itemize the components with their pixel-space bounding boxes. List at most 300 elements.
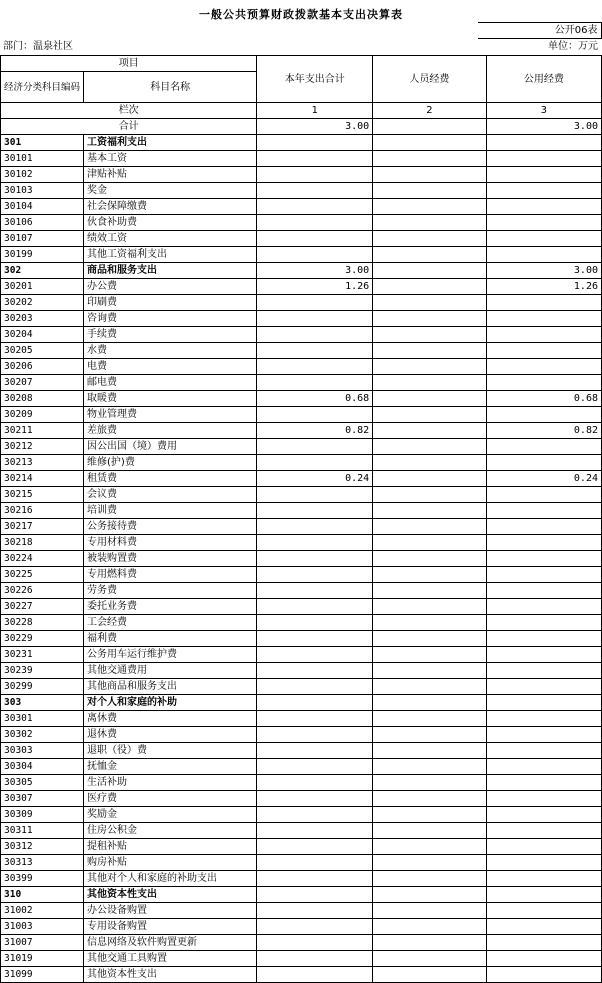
row-personnel-value [373,807,487,823]
row-personnel-value [373,343,487,359]
row-public-value [486,935,601,951]
row-subject-name: 离休费 [84,711,257,727]
row-subject-name: 电费 [84,359,257,375]
row-personnel-value [373,887,487,903]
row-public-value: 0.24 [486,471,601,487]
row-personnel-value [373,407,487,423]
row-public-value [486,695,601,711]
table-row [1,711,602,727]
table-row [1,487,602,503]
table-row [1,215,602,231]
row-personnel-value [373,631,487,647]
row-personnel-value [373,823,487,839]
table-row [1,935,602,951]
table-row [1,743,602,759]
form-number: 公开06表 [478,23,601,39]
row-code: 30307 [1,791,84,807]
row-total-value [257,327,373,343]
table-row [1,535,602,551]
row-public-value [486,455,601,471]
row-code: 30207 [1,375,84,391]
row-total-value [257,215,373,231]
row-total-value [257,455,373,471]
row-public-value [486,151,601,167]
header-personnel-expenses: 人员经费 [373,56,487,103]
row-code: 30102 [1,167,84,183]
row-total-value [257,727,373,743]
row-total-value [257,503,373,519]
row-code: 302 [1,263,84,279]
row-total-value [257,247,373,263]
row-personnel-value [373,615,487,631]
row-subject-name: 公务接待费 [84,519,257,535]
row-personnel-value [373,487,487,503]
row-public-value [486,407,601,423]
row-subject-name: 被装购置费 [84,551,257,567]
table-row [1,359,602,375]
table-row [1,151,602,167]
blank-cell [0,23,478,39]
row-total-value [257,551,373,567]
header-project: 项目 [1,56,257,72]
table-row [1,759,602,775]
table-row [1,327,602,343]
row-code: 30309 [1,807,84,823]
row-code: 31099 [1,967,84,983]
row-total-value: 1.26 [257,279,373,295]
row-subject-name: 奖励金 [84,807,257,823]
row-personnel-value [373,359,487,375]
table-row [1,871,602,887]
row-public-value [486,727,601,743]
row-subject-name: 伙食补助费 [84,215,257,231]
row-total-value [257,839,373,855]
row-public-value [486,551,601,567]
table-row [1,727,602,743]
table-row [1,423,602,439]
row-personnel-value [373,439,487,455]
row-total-value: 3.00 [257,263,373,279]
row-subject-name: 租赁费 [84,471,257,487]
table-row [1,887,602,903]
row-code: 30302 [1,727,84,743]
total-label: 合计 [1,119,257,135]
row-code: 30202 [1,295,84,311]
row-personnel-value [373,743,487,759]
row-total-value [257,375,373,391]
row-total-value [257,135,373,151]
row-code: 30107 [1,231,84,247]
table-row [1,599,602,615]
row-public-value [486,167,601,183]
table-row [1,295,602,311]
row-public-value [486,775,601,791]
table-row [1,855,602,871]
row-total-value [257,679,373,695]
row-subject-name: 其他交通工具购置 [84,951,257,967]
row-personnel-value [373,215,487,231]
row-personnel-value [373,423,487,439]
table-row [1,167,602,183]
table-row [1,839,602,855]
row-subject-name: 咨询费 [84,311,257,327]
table-row [1,695,602,711]
row-personnel-value [373,263,487,279]
row-personnel-value [373,519,487,535]
row-subject-name: 社会保障缴费 [84,199,257,215]
table-row [1,647,602,663]
row-total-value [257,151,373,167]
row-public-value: 3.00 [486,263,601,279]
row-public-value [486,215,601,231]
row-subject-name: 生活补助 [84,775,257,791]
row-subject-name: 信息网络及软件购置更新 [84,935,257,951]
row-code: 31003 [1,919,84,935]
row-personnel-value [373,791,487,807]
table-row [1,135,602,151]
row-total-value: 0.82 [257,423,373,439]
row-code: 31007 [1,935,84,951]
row-total-value [257,519,373,535]
row-subject-name: 取暖费 [84,391,257,407]
row-personnel-value [373,967,487,983]
row-code: 30215 [1,487,84,503]
row-total-value [257,807,373,823]
row-total-value [257,631,373,647]
row-total-value [257,663,373,679]
row-subject-name: 基本工资 [84,151,257,167]
row-code: 30218 [1,535,84,551]
row-code: 30313 [1,855,84,871]
row-total-value [257,183,373,199]
row-total-value [257,167,373,183]
row-personnel-value [373,871,487,887]
row-code: 30101 [1,151,84,167]
row-subject-name: 绩效工资 [84,231,257,247]
row-subject-name: 对个人和家庭的补助 [84,695,257,711]
row-subject-name: 其他交通费用 [84,663,257,679]
table-row [1,183,602,199]
row-total-value: 0.68 [257,391,373,407]
line-number-3: 3 [486,103,601,119]
row-total-value [257,743,373,759]
row-personnel-value [373,231,487,247]
row-total-value [257,711,373,727]
header-total-expenditure: 本年支出合计 [257,56,373,103]
row-code: 30239 [1,663,84,679]
expenditure-table [0,55,602,983]
row-public-value [486,439,601,455]
row-personnel-value [373,583,487,599]
row-personnel-value [373,567,487,583]
row-subject-name: 专用燃料费 [84,567,257,583]
row-subject-name: 差旅费 [84,423,257,439]
row-subject-name: 其他资本性支出 [84,887,257,903]
row-public-value [486,967,601,983]
table-row [1,391,602,407]
row-personnel-value [373,199,487,215]
row-subject-name: 会议费 [84,487,257,503]
row-total-value [257,599,373,615]
row-public-value [486,679,601,695]
row-public-value: 0.82 [486,423,601,439]
row-subject-name: 劳务费 [84,583,257,599]
row-personnel-value [373,727,487,743]
row-total-value [257,343,373,359]
table-row [1,519,602,535]
row-public-value [486,327,601,343]
row-code: 30229 [1,631,84,647]
row-total-value [257,791,373,807]
row-personnel-value [373,935,487,951]
row-public-value: 0.68 [486,391,601,407]
row-code: 31019 [1,951,84,967]
row-total-value [257,759,373,775]
row-subject-name: 其他对个人和家庭的补助支出 [84,871,257,887]
row-subject-name: 维修(护)费 [84,455,257,471]
table-row [1,807,602,823]
row-total-value [257,647,373,663]
row-total-value [257,775,373,791]
table-row [1,343,602,359]
table-row [1,631,602,647]
row-code: 30226 [1,583,84,599]
row-public-value [486,823,601,839]
row-total-value [257,295,373,311]
row-total-value [257,903,373,919]
row-subject-name: 培训费 [84,503,257,519]
table-row [1,199,602,215]
row-code: 303 [1,695,84,711]
row-public-value [486,871,601,887]
row-total-value [257,855,373,871]
row-personnel-value [373,711,487,727]
table-row [1,583,602,599]
row-total-value [257,231,373,247]
row-personnel-value [373,647,487,663]
row-public-value [486,231,601,247]
row-personnel-value [373,167,487,183]
table-row [1,247,602,263]
line-number-2: 2 [373,103,487,119]
row-personnel-value [373,503,487,519]
table-row [1,455,602,471]
row-public-value [486,663,601,679]
row-personnel-value [373,551,487,567]
row-public-value [486,567,601,583]
row-total-value [257,359,373,375]
row-total-value [257,967,373,983]
line-number-label: 栏次 [1,103,257,119]
row-personnel-value [373,375,487,391]
row-subject-name: 专用材料费 [84,535,257,551]
meta-row [0,39,601,54]
unit-label: 单位：万元 [548,41,598,52]
table-row [1,503,602,519]
form-number-row [0,22,602,39]
row-personnel-value [373,471,487,487]
row-public-value [486,487,601,503]
row-subject-name: 商品和服务支出 [84,263,257,279]
row-public-value [486,759,601,775]
row-public-value [486,887,601,903]
row-subject-name: 住房公积金 [84,823,257,839]
row-subject-name: 因公出国（境）费用 [84,439,257,455]
table-row [1,231,602,247]
row-subject-name: 退职（役）费 [84,743,257,759]
row-public-value [486,615,601,631]
row-total-value [257,199,373,215]
table-row [1,311,602,327]
row-subject-name: 办公费 [84,279,257,295]
row-public-value [486,311,601,327]
row-total-value [257,951,373,967]
row-personnel-value [373,455,487,471]
table-row [1,919,602,935]
row-personnel-value [373,775,487,791]
row-total-value [257,487,373,503]
table-row [1,791,602,807]
report-title: 一般公共预算财政拨款基本支出决算表 [199,8,403,21]
table-row [1,663,602,679]
row-subject-name: 手续费 [84,327,257,343]
row-public-value [486,839,601,855]
row-subject-name: 提租补贴 [84,839,257,855]
row-code: 30227 [1,599,84,615]
row-total-value [257,695,373,711]
row-subject-name: 水费 [84,343,257,359]
row-code: 30299 [1,679,84,695]
table-row [1,471,602,487]
row-personnel-value [373,279,487,295]
row-subject-name: 退休费 [84,727,257,743]
row-total-value [257,311,373,327]
row-public-value [486,519,601,535]
row-personnel-value [373,839,487,855]
row-personnel-value [373,695,487,711]
row-subject-name: 专用设备购置 [84,919,257,935]
row-total-value [257,583,373,599]
row-subject-name: 办公设备购置 [84,903,257,919]
table-row [1,263,602,279]
department-label: 部门：温泉社区 [3,41,73,52]
row-public-value [486,359,601,375]
table-row [1,375,602,391]
row-total-value [257,407,373,423]
row-subject-name: 印刷费 [84,295,257,311]
table-row [1,775,602,791]
row-code: 30301 [1,711,84,727]
table-row [1,967,602,983]
row-subject-name: 工资福利支出 [84,135,257,151]
row-personnel-value [373,903,487,919]
row-code: 30106 [1,215,84,231]
row-personnel-value [373,599,487,615]
row-code: 30214 [1,471,84,487]
row-code: 30201 [1,279,84,295]
row-public-value [486,903,601,919]
table-row [1,823,602,839]
row-subject-name: 抚恤金 [84,759,257,775]
row-total-value [257,935,373,951]
row-total-value: 0.24 [257,471,373,487]
row-public-value [486,199,601,215]
row-personnel-value [373,391,487,407]
row-public-value [486,343,601,359]
row-personnel-value [373,535,487,551]
row-total-value [257,535,373,551]
table-row [1,439,602,455]
row-code: 30217 [1,519,84,535]
row-subject-name: 邮电费 [84,375,257,391]
row-subject-name: 工会经费 [84,615,257,631]
header-subject-name: 科目名称 [84,72,257,103]
row-code: 30228 [1,615,84,631]
row-code: 30208 [1,391,84,407]
row-total-value [257,439,373,455]
row-code: 301 [1,135,84,151]
row-public-value [486,599,601,615]
row-total-value [257,871,373,887]
row-public-value [486,631,601,647]
row-public-value [486,535,601,551]
row-personnel-value [373,135,487,151]
table-row [1,279,602,295]
row-code: 30305 [1,775,84,791]
row-personnel-value [373,247,487,263]
line-number-1: 1 [257,103,373,119]
row-public-value [486,247,601,263]
row-code: 30399 [1,871,84,887]
row-public-value [486,647,601,663]
row-total-value [257,615,373,631]
total-value-3: 3.00 [486,119,601,135]
row-code: 30206 [1,359,84,375]
row-code: 30204 [1,327,84,343]
row-subject-name: 物业管理费 [84,407,257,423]
row-subject-name: 其他资本性支出 [84,967,257,983]
row-code: 30311 [1,823,84,839]
row-public-value [486,295,601,311]
row-subject-name: 奖金 [84,183,257,199]
row-personnel-value [373,919,487,935]
row-public-value [486,791,601,807]
row-code: 30231 [1,647,84,663]
row-code: 30205 [1,343,84,359]
row-code: 30212 [1,439,84,455]
row-code: 30211 [1,423,84,439]
row-personnel-value [373,327,487,343]
row-public-value [486,183,601,199]
row-code: 30303 [1,743,84,759]
row-personnel-value [373,679,487,695]
row-code: 30225 [1,567,84,583]
row-subject-name: 医疗费 [84,791,257,807]
row-code: 30224 [1,551,84,567]
table-row [1,407,602,423]
row-subject-name: 委托业务费 [84,599,257,615]
row-personnel-value [373,663,487,679]
row-code: 30304 [1,759,84,775]
row-code: 30103 [1,183,84,199]
row-total-value [257,919,373,935]
row-code: 30104 [1,199,84,215]
row-code: 30209 [1,407,84,423]
table-row [1,551,602,567]
row-code: 31002 [1,903,84,919]
row-personnel-value [373,759,487,775]
row-public-value [486,583,601,599]
